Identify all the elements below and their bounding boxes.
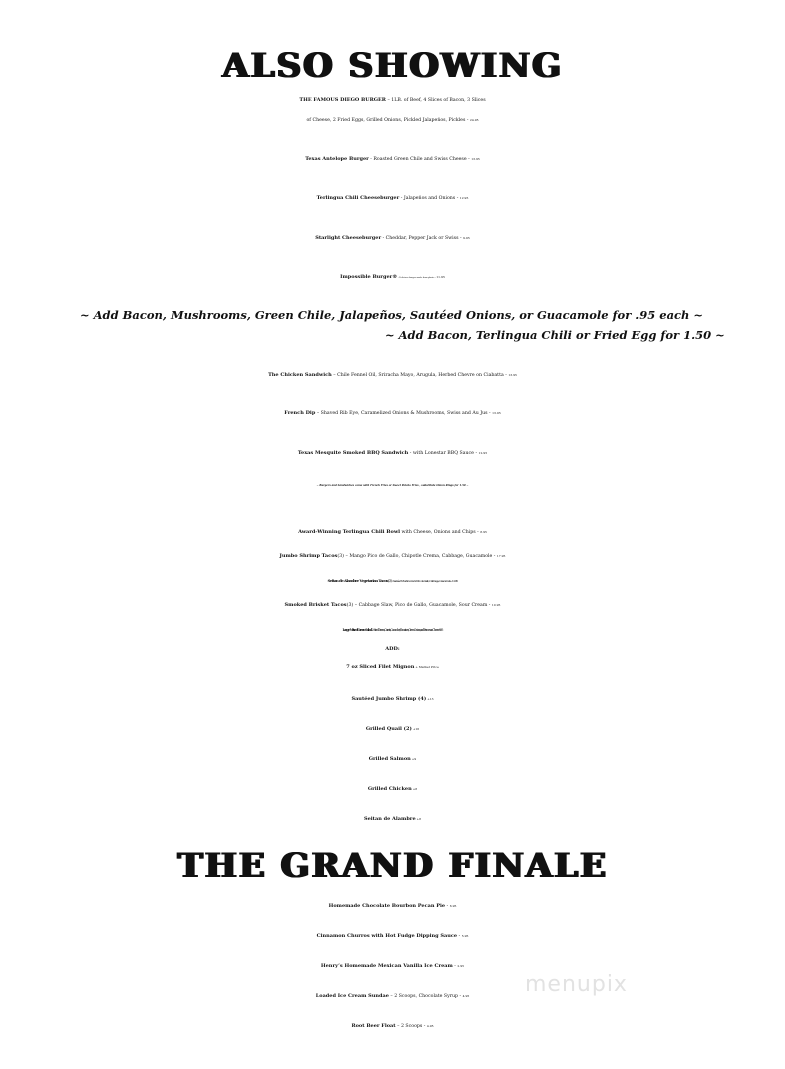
item-desc: - with Lonestar BBQ Sauce - (408, 451, 479, 456)
dessert-name: Loaded Ice Cream Sundae (315, 993, 389, 999)
item-name: Texas Antelope Burger (305, 156, 369, 162)
menu-item-diego-burger-cont (0, 111, 785, 130)
dessert-desc: – 2 Scoops - (395, 1024, 427, 1029)
item-desc: – 1LB. of Beef, 4 Slices of Bacon, 3 Slices (385, 98, 486, 103)
item-price: 11.95 (436, 275, 445, 279)
item-price: 12.95 (459, 196, 469, 200)
dessert-desc: – 2 Scoops, Chocolate Syrup - (388, 994, 463, 999)
item-name: Large Mixed Green Salad (342, 628, 372, 632)
dessert-sundae (0, 987, 785, 1006)
menu-item-diego-burger (0, 91, 785, 110)
dessert-price: 4.95 (462, 994, 470, 998)
add-item-price: +8 (415, 817, 422, 821)
item-name: THE FAMOUS DIEGO BURGER (299, 97, 386, 103)
menu-item-french-dip (0, 404, 785, 423)
item-name: Award-Winning Terlingua Chili Bowl (298, 529, 401, 535)
dessert-desc: - (457, 934, 462, 939)
add-item-name: Grilled Chicken (367, 786, 412, 792)
item-name: Seitan de Alambre Vegetarian Tacos (327, 578, 388, 583)
menu-item-terlingua-cheeseburger (0, 189, 785, 208)
add-item-price: +8 (411, 787, 418, 791)
add-item-name: Seitan de Alambre (363, 816, 416, 822)
menu-item-bbq-sandwich (0, 444, 785, 463)
item-desc: – Shaved Rib Eye, Caramelized Onions & Mushrooms, Swiss and Au Jus - (315, 411, 493, 416)
item-name: Terlingua Chili Cheeseburger (316, 195, 400, 201)
watermark: menupix (525, 972, 628, 997)
section-title-also-showing: ALSO SHOWING (222, 46, 563, 86)
item-name: Starlight Cheeseburger (315, 235, 382, 241)
add-item-name: Sautéed Jumbo Shrimp (4) (351, 696, 427, 702)
dessert-desc: - (445, 904, 450, 909)
item-price: 13.95 (508, 373, 517, 377)
item-name: Impossible Burger® (340, 274, 398, 280)
item-price: 12.95 (478, 451, 488, 455)
item-name: French Dip (284, 410, 316, 416)
dessert-price: 5.95 (461, 934, 469, 938)
dessert-name: Homemade Chocolate Bourbon Pecan Pie (328, 903, 446, 909)
item-desc: with Cheese, Onions and Chips - (400, 530, 481, 535)
menu-item-mixed-green-salad (0, 621, 785, 639)
item-desc: – Mango Pico de Gallo, Chipotle Crema, Cabbage, Guacamole - (344, 554, 497, 559)
note-sides: ~ Burgers and Sandwiches come with French Fries or Sweet Potato Fries , substitute Onion Rings for 1.50 ~ (316, 484, 469, 487)
menu-item-seitan-tacos (0, 572, 785, 590)
item-price: 10.95 (491, 603, 501, 607)
menu-item-shrimp-tacos (0, 547, 785, 566)
dessert-pecan-pie (0, 897, 785, 916)
add-item-quail (0, 720, 785, 738)
note-burger-addons: ~ Add Bacon, Mushrooms, Green Chile, Jalapeños, Sautéed Onions, or Guacamole for .95 each ~ (80, 308, 704, 322)
item-desc: - Delicious burger made from plants - (397, 277, 437, 279)
item-desc: – Cabbage Slaw, Pico de Gallo, Guacamole, Sour Cream - (353, 603, 492, 608)
dessert-desc: - (452, 964, 458, 969)
add-label: ADD: (385, 646, 400, 652)
add-item-name: Grilled Quail (2) (365, 726, 412, 732)
item-price: 8.95 (439, 628, 443, 632)
section-title-grand-finale: THE GRAND FINALE (177, 846, 608, 886)
add-item-price: +9 (410, 757, 417, 761)
item-price: 8.95 (480, 530, 487, 534)
item-name: Smoked Brisket Tacos (284, 602, 347, 608)
item-desc: - Sautéed Mushrooms & Pico de Gallo, Cabbage, Guacamole - (391, 579, 452, 583)
item-name: Texas Mesquite Smoked BBQ Sandwich (297, 450, 409, 456)
menu-item-chili-bowl (0, 523, 785, 542)
menu-item-starlight-cheeseburger (0, 229, 785, 248)
menu-item-impossible-burger (0, 268, 785, 287)
item-price: 13.95 (492, 411, 501, 415)
menu-item-brisket-tacos (0, 596, 785, 615)
add-item-salmon (0, 750, 785, 768)
item-desc: - Roasted Green Chile and Swiss Cheese - (368, 157, 472, 162)
item-desc: - Cheddar, Pepper Jack or Swiss - (381, 236, 464, 241)
item-qty: (3) (387, 579, 392, 583)
add-item-filet-mignon (0, 658, 785, 676)
dessert-name: Henry’s Homemade Mexican Vanilla Ice Cream (320, 963, 453, 969)
item-price: 9.95 (463, 236, 470, 240)
add-item-price: +13 (426, 697, 434, 701)
item-price: 24.95 (469, 118, 479, 122)
dessert-name: Cinnamon Churros with Hot Fudge Dipping Sauce (316, 933, 458, 939)
dessert-name: Root Beer Float (351, 1023, 396, 1029)
add-item-price: + Market Price (414, 665, 439, 669)
dessert-churros (0, 927, 785, 946)
item-qty: (3) (337, 554, 345, 559)
add-item-name: 7 oz Sliced Filet Mignon (346, 664, 415, 670)
item-price: 13.95 (471, 157, 480, 161)
dessert-price: 2.95 (457, 964, 465, 968)
item-qty: (3) (346, 603, 354, 608)
item-desc: of Cheese, 2 Fried Eggs, Grilled Onions, Pickled Jalapeños, Pickles - (306, 118, 470, 123)
item-desc: - Jalapeños and Onions - (399, 196, 460, 201)
add-item-name: Grilled Salmon (368, 756, 411, 762)
item-price: 17.95 (496, 554, 506, 558)
menu-item-antelope-burger (0, 150, 785, 169)
menu-item-chicken-sandwich (0, 366, 785, 385)
item-name: Jumbo Shrimp Tacos (279, 553, 338, 559)
item-price: 12.95 (451, 579, 458, 583)
dessert-price: 4.95 (426, 1024, 434, 1028)
add-item-price: +16 (411, 727, 420, 731)
note-burger-addons-premium: ~ Add Bacon, Terlingua Chili or Fried Egg for 1.50 ~ (385, 328, 725, 342)
dessert-price: 6.95 (449, 904, 457, 908)
dessert-vanilla-ice-cream (0, 957, 785, 976)
item-desc: – Mixed Greens, Carrots, Cucumber, Tomatoes, Green Onions, and Parmesan Cheese - (371, 628, 439, 632)
add-item-chicken (0, 780, 785, 798)
item-name: The Chicken Sandwich (268, 372, 332, 378)
item-desc: – Chile Fennel Oil, Sriracha Mayo, Arugula, Herbed Chevre on Ciabatta - (331, 373, 509, 378)
dessert-root-beer-float (0, 1017, 785, 1036)
add-item-seitan (0, 810, 785, 828)
add-item-shrimp (0, 690, 785, 708)
